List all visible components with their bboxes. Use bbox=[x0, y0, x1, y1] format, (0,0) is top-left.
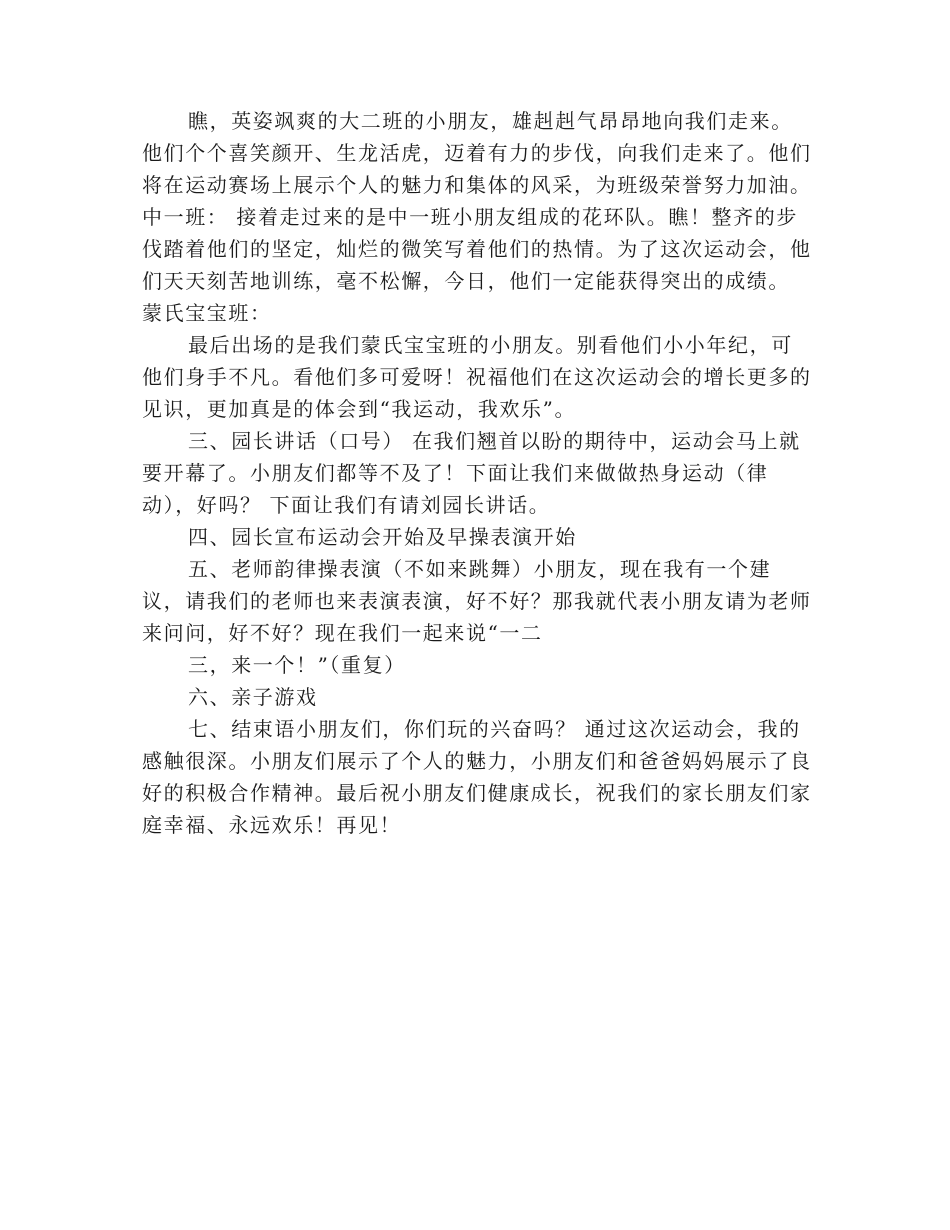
paragraph-principal-speech: 三、园长讲话（口号） 在我们翘首以盼的期待中，运动会马上就要开幕了。小朋友们都等不及了！下面让我们来做做热身运动（律动），好吗？ 下面让我们有请刘园长讲话。 bbox=[142, 429, 801, 517]
paragraph-class-parade: 瞧，英姿飒爽的大二班的小朋友，雄赳赳气昂昂地向我们走来。他们个个喜笑颜开、生龙活虎，迈着有力的步伐，向我们走来了。他们将在运动赛场上展示个人的魅力和集体的风采，为班级荣誉努力加油。 中一班： 接着走过来的是中一班小朋友组成的花环队。瞧！整齐的步伐踏着他们的坚定，灿烂的微笑写着他们的热情。为了这次运动会，他们天天刻苦地训练，毫不松懈，今日，他们一定能获得突出的成绩。 蒙氏宝宝班： bbox=[142, 109, 812, 325]
paragraph-teacher-performance: 五、老师韵律操表演（不如来跳舞）小朋友，现在我有一个建议，请我们的老师也来表演表演，好不好？那我就代表小朋友请为老师来问问，好不好？现在我们一起来说“一二 bbox=[142, 557, 812, 645]
paragraph-chant-repeat: 三，来一个！”（重复） bbox=[188, 653, 406, 677]
paragraph-montessori-class: 最后出场的是我们蒙氏宝宝班的小朋友。别看他们小小年纪，可他们身手不凡。看他们多可爱呀！祝福他们在这次运动会的增长更多的见识，更加真是的体会到“我运动，我欢乐”。 bbox=[142, 333, 812, 421]
document-body bbox=[142, 105, 814, 841]
paragraph-closing-remarks: 七、结束语小朋友们，你们玩的兴奋吗？ 通过这次运动会，我的感触很深。小朋友们展示了个人的魅力，小朋友们和爸爸妈妈展示了良好的积极合作精神。最后祝小朋友们健康成长，祝我们的家长朋友们家庭幸福、永远欢乐！再见！ bbox=[142, 717, 812, 837]
paragraph-parent-child-games: 六、亲子游戏 bbox=[188, 685, 318, 709]
paragraph-opening-announcement: 四、园长宣布运动会开始及早操表演开始 bbox=[188, 525, 577, 549]
